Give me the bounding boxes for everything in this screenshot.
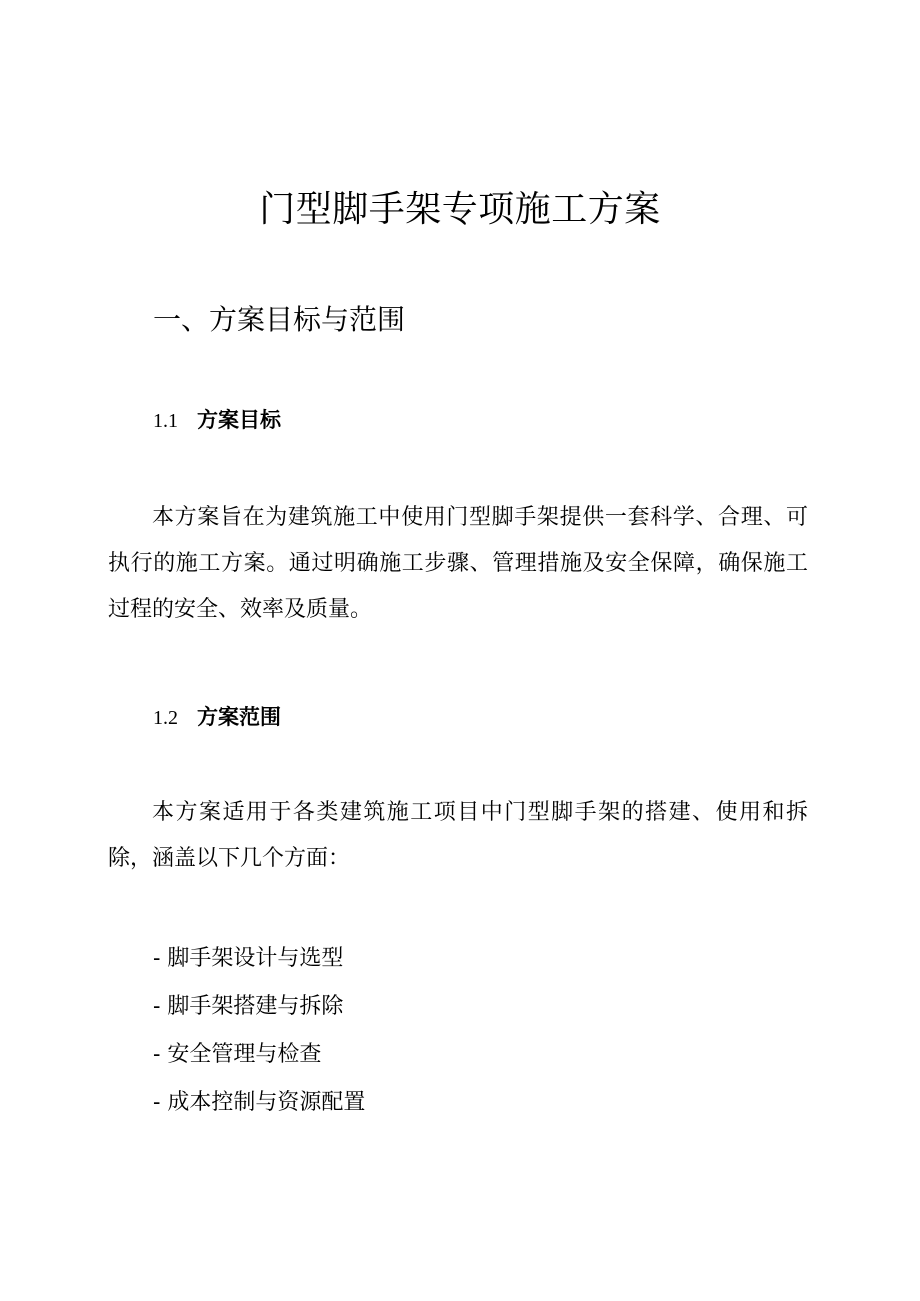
list-item: - 成本控制与资源配置 [153, 1090, 366, 1115]
scope-list [153, 935, 365, 1127]
list-item: - 脚手架设计与选型 [153, 946, 344, 971]
subsection-number: 1.1 [153, 410, 178, 432]
section-heading: 一、方案目标与范围 [153, 303, 406, 336]
subsection-heading-scope [153, 702, 281, 733]
goal-paragraph: 本方案旨在为建筑施工中使用门型脚手架提供一套科学、合理、可执行的施工方案。通过明确施工步骤、管理措施及安全保障，确保施工过程的安全、效率及质量。 [108, 505, 808, 622]
subsection-title: 方案目标 [197, 408, 281, 432]
list-item: - 脚手架搭建与拆除 [153, 994, 344, 1019]
scope-paragraph: 本方案适用于各类建筑施工项目中门型脚手架的搭建、使用和拆除，涵盖以下几个方面： [108, 800, 808, 871]
list-item: - 安全管理与检查 [153, 1042, 322, 1067]
subsection-heading-goal [153, 405, 281, 436]
subsection-number: 1.2 [153, 707, 178, 729]
document-title: 门型脚手架专项施工方案 [259, 189, 661, 230]
subsection-title: 方案范围 [197, 705, 281, 729]
